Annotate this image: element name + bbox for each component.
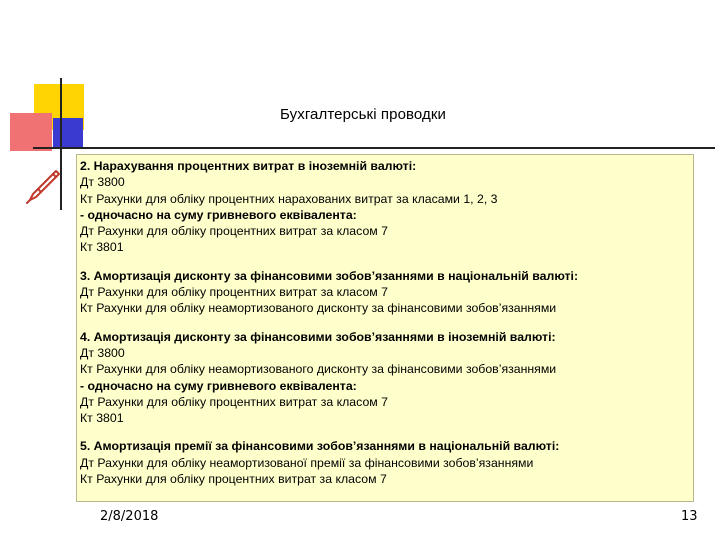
entry-line: Дт 3800 [80, 345, 125, 360]
entry-line: - одночасно на суму гривневого еквівалента: [80, 378, 357, 393]
footer-page-number: 13 [681, 509, 698, 524]
pen-icon [22, 166, 62, 206]
entry-line: Кт Рахунки для обліку процентних витрат за класом 7 [80, 472, 387, 487]
section-heading: 5. Амортизація премії за фінансовими зобов’язаннями в національній валюті: [80, 439, 560, 454]
entry-line: Дт Рахунки для обліку процентних витрат за класом 7 [80, 394, 388, 409]
entry-line: Дт Рахунки для обліку процентних витрат за класом 7 [80, 285, 388, 300]
entry-section [80, 438, 693, 487]
slide-title: Бухгалтерські проводки [280, 106, 447, 123]
section-heading: 4. Амортизація дисконту за фінансовими зобов’язаннями в іноземній валюті: [80, 329, 556, 344]
section-heading: 2. Нарахування процентних витрат в іноземній валюті: [80, 159, 417, 173]
entry-section [80, 158, 693, 256]
entry-line: - одночасно на суму гривневого еквівалента: [80, 207, 357, 222]
entry-section [80, 329, 693, 427]
entry-section [80, 268, 693, 317]
entry-line: Дт 3800 [80, 175, 125, 190]
entry-line: Кт Рахунки для обліку неамортизованого дисконту за фінансовими зобов’язаннями [80, 362, 557, 377]
footer-date: 2/8/2018 [100, 509, 159, 524]
entry-line: Кт 3801 [80, 240, 124, 255]
entry-line: Кт Рахунки для обліку неамортизованого дисконту за фінансовими зобов’язаннями [80, 301, 557, 316]
decor-red-square [10, 113, 52, 151]
content-box [76, 154, 694, 502]
section-heading: 3. Амортизація дисконту за фінансовими зобов’язаннями в національній валюті: [80, 268, 579, 283]
entry-line: Дт Рахунки для обліку неамортизованої премії за фінансовими зобов’язаннями [80, 455, 534, 470]
decor-horizontal-line [33, 147, 715, 149]
decor-blue-square [53, 118, 83, 148]
entry-line: Кт 3801 [80, 411, 124, 426]
entry-line: Дт Рахунки для обліку процентних витрат за класом 7 [80, 224, 388, 239]
entry-line: Кт Рахунки для обліку процентних нарахованих витрат за класами 1, 2, 3 [80, 191, 498, 206]
